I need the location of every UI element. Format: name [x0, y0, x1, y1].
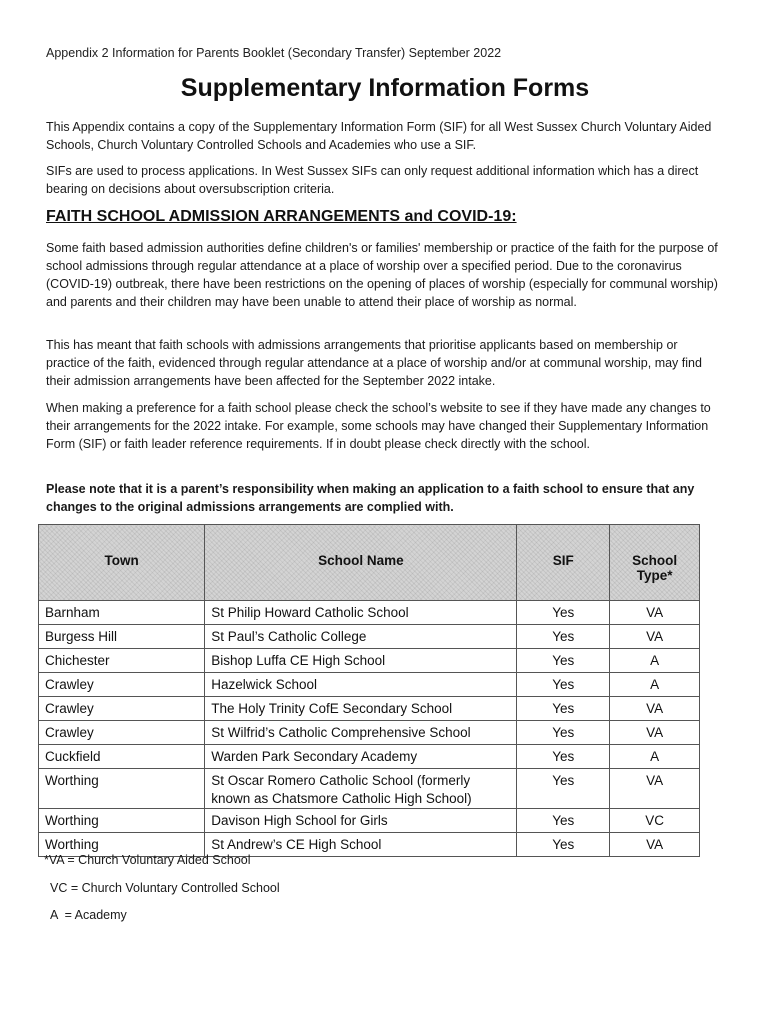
cell-school: Hazelwick School: [205, 673, 517, 697]
cell-town: Cuckfield: [39, 745, 205, 769]
table-row: [39, 721, 700, 745]
sif-schools-table: [38, 524, 700, 857]
header-school-type: School Type*: [610, 525, 700, 601]
cell-school: St Andrew’s CE High School: [205, 833, 517, 857]
cell-type: VA: [610, 601, 700, 625]
page-title: Supplementary Information Forms: [180, 74, 590, 102]
table-row: [39, 769, 700, 809]
section-paragraph-3: When making a preference for a faith school please check the school’s website to see if they have made any changes to their arrangements for the 2022 intake. For example, some schools may have changed their Supplementary Information Form (SIF) or faith leader reference requirements. If in doubt please check directly with the school.: [46, 401, 711, 451]
cell-school: Warden Park Secondary Academy: [205, 745, 517, 769]
cell-town: Worthing: [39, 833, 205, 857]
cell-type: A: [610, 745, 700, 769]
cell-type: A: [610, 649, 700, 673]
cell-type: VA: [610, 697, 700, 721]
cell-sif: Yes: [517, 697, 610, 721]
cell-type: VC: [610, 809, 700, 833]
cell-type: VA: [610, 721, 700, 745]
footnote-a: A = Academy: [50, 908, 127, 922]
cell-town: Crawley: [39, 721, 205, 745]
cell-sif: Yes: [517, 745, 610, 769]
cell-type: VA: [610, 833, 700, 857]
cell-school: Bishop Luffa CE High School: [205, 649, 517, 673]
cell-sif: Yes: [517, 809, 610, 833]
cell-sif: Yes: [517, 833, 610, 857]
table-row: [39, 601, 700, 625]
header-sif: SIF: [517, 525, 610, 601]
intro-paragraph-1: This Appendix contains a copy of the Supplementary Information Form (SIF) for all West Sussex Church Voluntary Aided Schools, Church Voluntary Controlled Schools and Academies who use a SIF.: [46, 120, 712, 152]
cell-town: Worthing: [39, 769, 205, 809]
footnote-vc: VC = Church Voluntary Controlled School: [50, 881, 280, 895]
table-row: [39, 673, 700, 697]
table-row: [39, 649, 700, 673]
cell-sif: Yes: [517, 625, 610, 649]
cell-town: Chichester: [39, 649, 205, 673]
cell-type: A: [610, 673, 700, 697]
section-paragraph-2: This has meant that faith schools with admissions arrangements that prioritise applicants based on membership or practice of the faith, evidenced through regular attendance at a place of worship and/or at communal worship, may find their admission arrangements have been affected for the September 2022 intake.: [46, 338, 702, 388]
section-heading: FAITH SCHOOL ADMISSION ARRANGEMENTS and COVID-19:: [46, 208, 517, 225]
table-row: [39, 809, 700, 833]
cell-sif: Yes: [517, 721, 610, 745]
running-header: Appendix 2 Information for Parents Booklet (Secondary Transfer) September 2022: [46, 46, 502, 60]
cell-school: St Paul’s Catholic College: [205, 625, 517, 649]
header-school-name: School Name: [205, 525, 517, 601]
responsibility-note: Please note that it is a parent’s responsibility when making an application to a faith school to ensure that any changes to the original admissions arrangements are complied with.: [46, 482, 695, 514]
cell-school: The Holy Trinity CofE Secondary School: [205, 697, 517, 721]
header-town: Town: [39, 525, 205, 601]
cell-type: VA: [610, 769, 700, 809]
cell-school: Davison High School for Girls: [205, 809, 517, 833]
intro-paragraph-2: SIFs are used to process applications. In West Sussex SIFs can only request additional information which has a direct bearing on decisions about oversubscription criteria.: [46, 164, 699, 196]
table-header-row: [39, 525, 700, 601]
cell-sif: Yes: [517, 769, 610, 809]
cell-town: Crawley: [39, 697, 205, 721]
section-paragraph-1: Some faith based admission authorities define children's or families' membership or practice of the faith for the purpose of school admissions through regular attendance at a place of worship over a specified period. Due to the coronavirus (COVID-19) outbreak, there have been restrictions on the opening of places of worship (especially for communal worship) and parents and their children may have been unable to attend their place of worship as normal.: [46, 241, 718, 309]
cell-school: St Wilfrid’s Catholic Comprehensive School: [205, 721, 517, 745]
cell-sif: Yes: [517, 601, 610, 625]
cell-type: VA: [610, 625, 700, 649]
table-row: [39, 625, 700, 649]
cell-town: Burgess Hill: [39, 625, 205, 649]
table-row: [39, 745, 700, 769]
cell-sif: Yes: [517, 649, 610, 673]
cell-town: Worthing: [39, 809, 205, 833]
cell-school: St Oscar Romero Catholic School (formerly known as Chatsmore Catholic High School): [205, 769, 517, 809]
cell-school: St Philip Howard Catholic School: [205, 601, 517, 625]
cell-town: Crawley: [39, 673, 205, 697]
cell-town: Barnham: [39, 601, 205, 625]
cell-sif: Yes: [517, 673, 610, 697]
footnote-va: *VA = Church Voluntary Aided School: [44, 853, 251, 867]
table-row: [39, 697, 700, 721]
